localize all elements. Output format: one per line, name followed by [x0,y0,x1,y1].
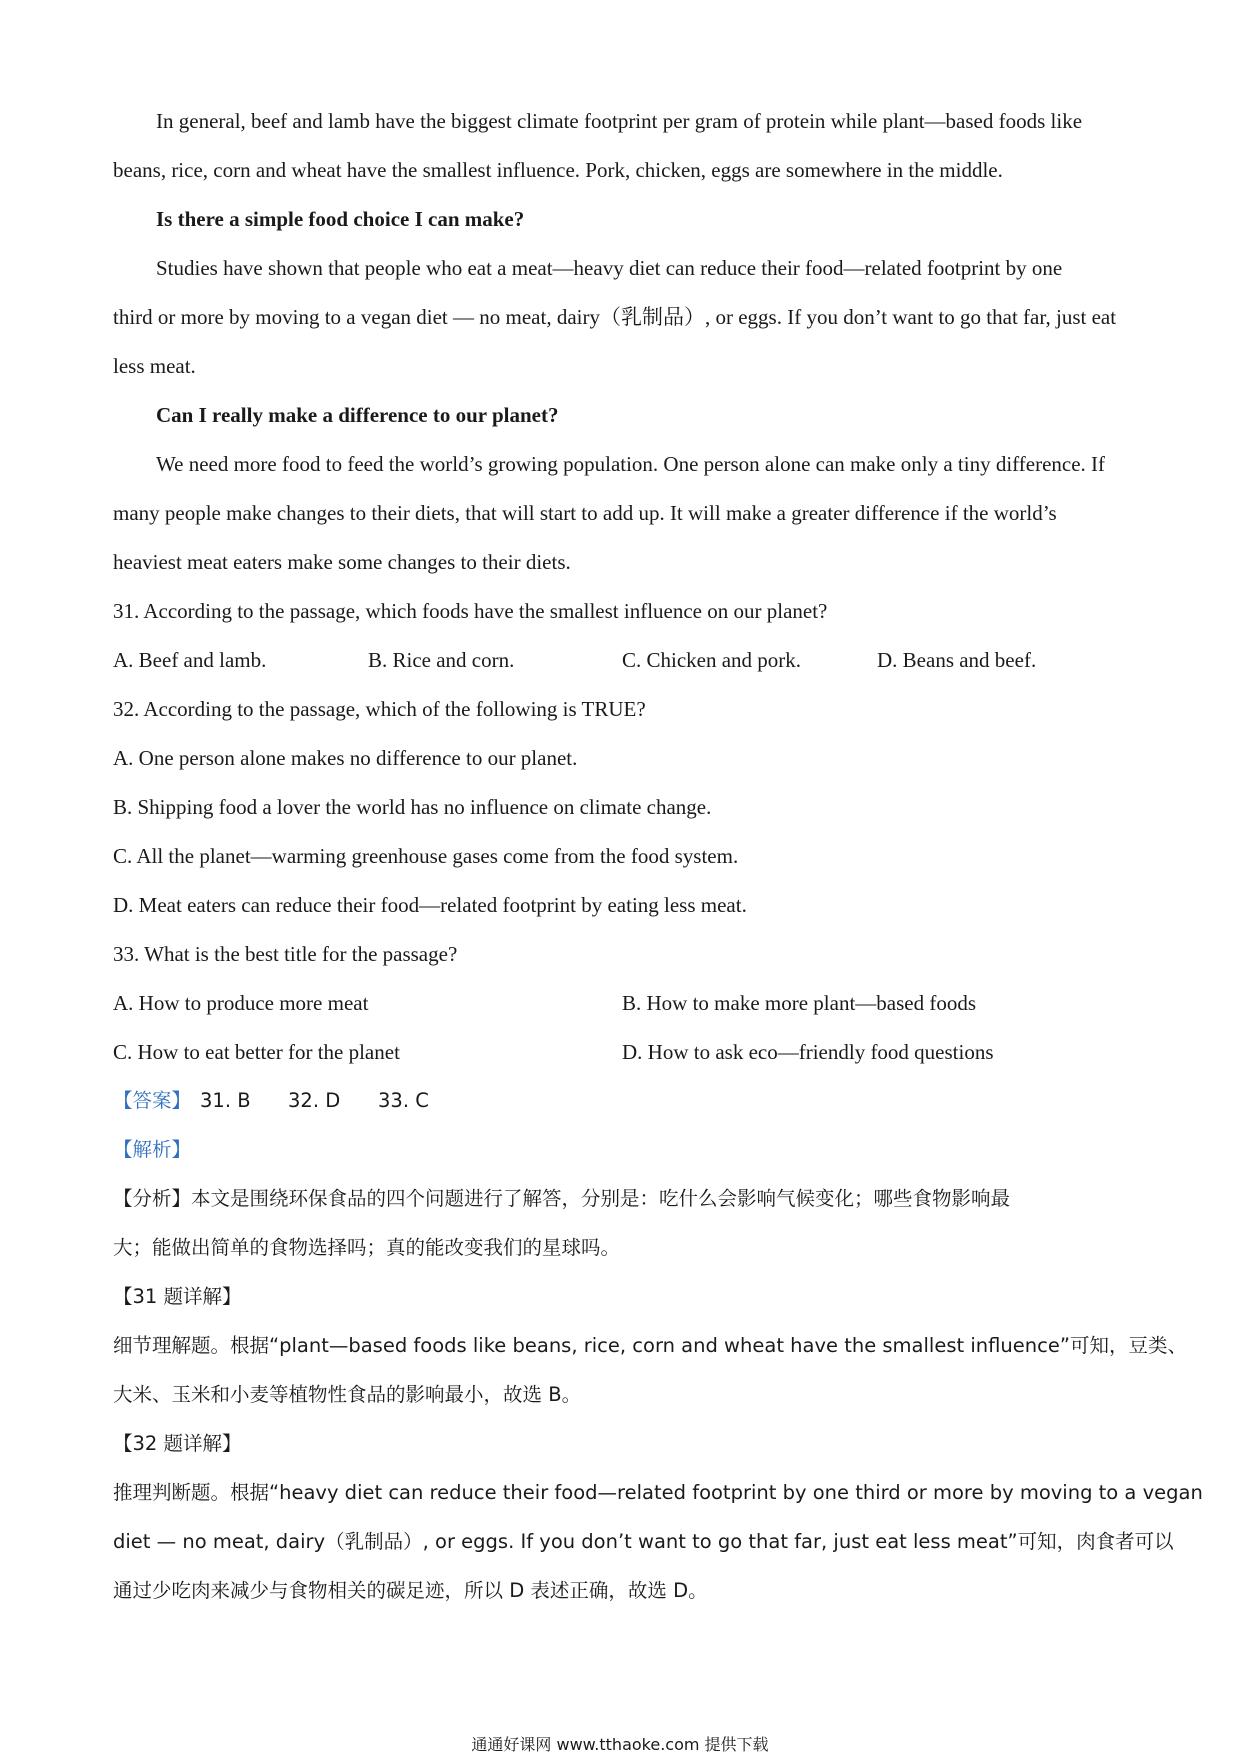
answer-32: 32. D [288,1089,341,1112]
passage-paragraph-line: We need more food to feed the world’s growing population. One person alone can make only a tiny difference. If [156,452,1106,476]
passage-paragraph-line: beans, rice, corn and wheat have the smallest influence. Pork, chicken, eggs are somewhere in the middle. [113,158,1003,182]
analysis-summary-line: 大；能做出简单的食物选择吗；真的能改变我们的星球吗。 [113,1236,621,1259]
question-33-option-a: A. How to produce more meat [113,991,369,1015]
detail-32-line: 通过少吃肉来减少与食物相关的碳足迹，所以 D 表述正确，故选 D。 [113,1579,708,1602]
question-32-option-c: C. All the planet—warming greenhouse gases come from the food system. [113,844,739,868]
passage-paragraph-line: Studies have shown that people who eat a meat—heavy diet can reduce their food—related footprint by one [156,256,1063,280]
detail-32-label: 【32 题详解】 [113,1432,242,1455]
question-32-option-d: D. Meat eaters can reduce their food—related footprint by eating less meat. [113,893,747,917]
passage-paragraph-line: less meat. [113,354,196,378]
passage-paragraph-line: heaviest meat eaters make some changes to their diets. [113,550,571,574]
question-31-option-b: B. Rice and corn. [368,648,515,672]
question-33-option-c: C. How to eat better for the planet [113,1040,400,1064]
answer-33: 33. C [378,1089,429,1112]
question-31-option-d: D. Beans and beef. [877,648,1037,672]
answer-label: 【答案】 [113,1089,192,1112]
question-31-option-c: C. Chicken and pork. [622,648,802,672]
analysis-label: 【解析】 [113,1138,192,1161]
question-31-stem: 31. According to the passage, which foods have the smallest influence on our planet? [113,599,828,623]
question-32-option-b: B. Shipping food a lover the world has no influence on climate change. [113,795,712,819]
detail-32-line: diet — no meat, dairy（乳制品）, or eggs. If you don’t want to go that far, just eat less meat”可知，肉食者可以 [113,1530,1174,1553]
question-31-option-a: A. Beef and lamb. [113,648,267,672]
page-footer: 通通好课网 www.tthaoke.com 提供下载 [471,1735,769,1754]
question-33-option-d: D. How to ask eco—friendly food questions [622,1040,994,1064]
answer-31: 31. B [200,1089,251,1112]
question-32-option-a: A. One person alone makes no difference to our planet. [113,746,578,770]
question-33-stem: 33. What is the best title for the passage? [113,942,458,966]
passage-paragraph-line: third or more by moving to a vegan diet — no meat, dairy（乳制品）, or eggs. If you don’t want to go that far, just eat [113,305,1117,329]
passage-paragraph-line: In general, beef and lamb have the biggest climate footprint per gram of protein while plant—based foods like [156,109,1083,133]
section-heading: Can I really make a difference to our planet? [156,403,559,427]
question-32-stem: 32. According to the passage, which of the following is TRUE? [113,697,646,721]
detail-32-line: 推理判断题。根据“heavy diet can reduce their food—related footprint by one third or more by moving to a vegan [113,1481,1203,1504]
section-heading: Is there a simple food choice I can make? [156,207,525,231]
analysis-summary-line: 【分析】本文是围绕环保食品的四个问题进行了解答，分别是：吃什么会影响气候变化；哪些食物影响最 [113,1187,1011,1210]
detail-31-label: 【31 题详解】 [113,1285,242,1308]
detail-31-line: 大米、玉米和小麦等植物性食品的影响最小，故选 B。 [113,1383,582,1406]
detail-31-line: 细节理解题。根据“plant—based foods like beans, rice, corn and wheat have the smallest influence”可知，豆类、 [113,1334,1187,1357]
question-33-option-b: B. How to make more plant—based foods [622,991,977,1015]
passage-paragraph-line: many people make changes to their diets, that will start to add up. It will make a greater difference if the world’s [113,501,1057,525]
